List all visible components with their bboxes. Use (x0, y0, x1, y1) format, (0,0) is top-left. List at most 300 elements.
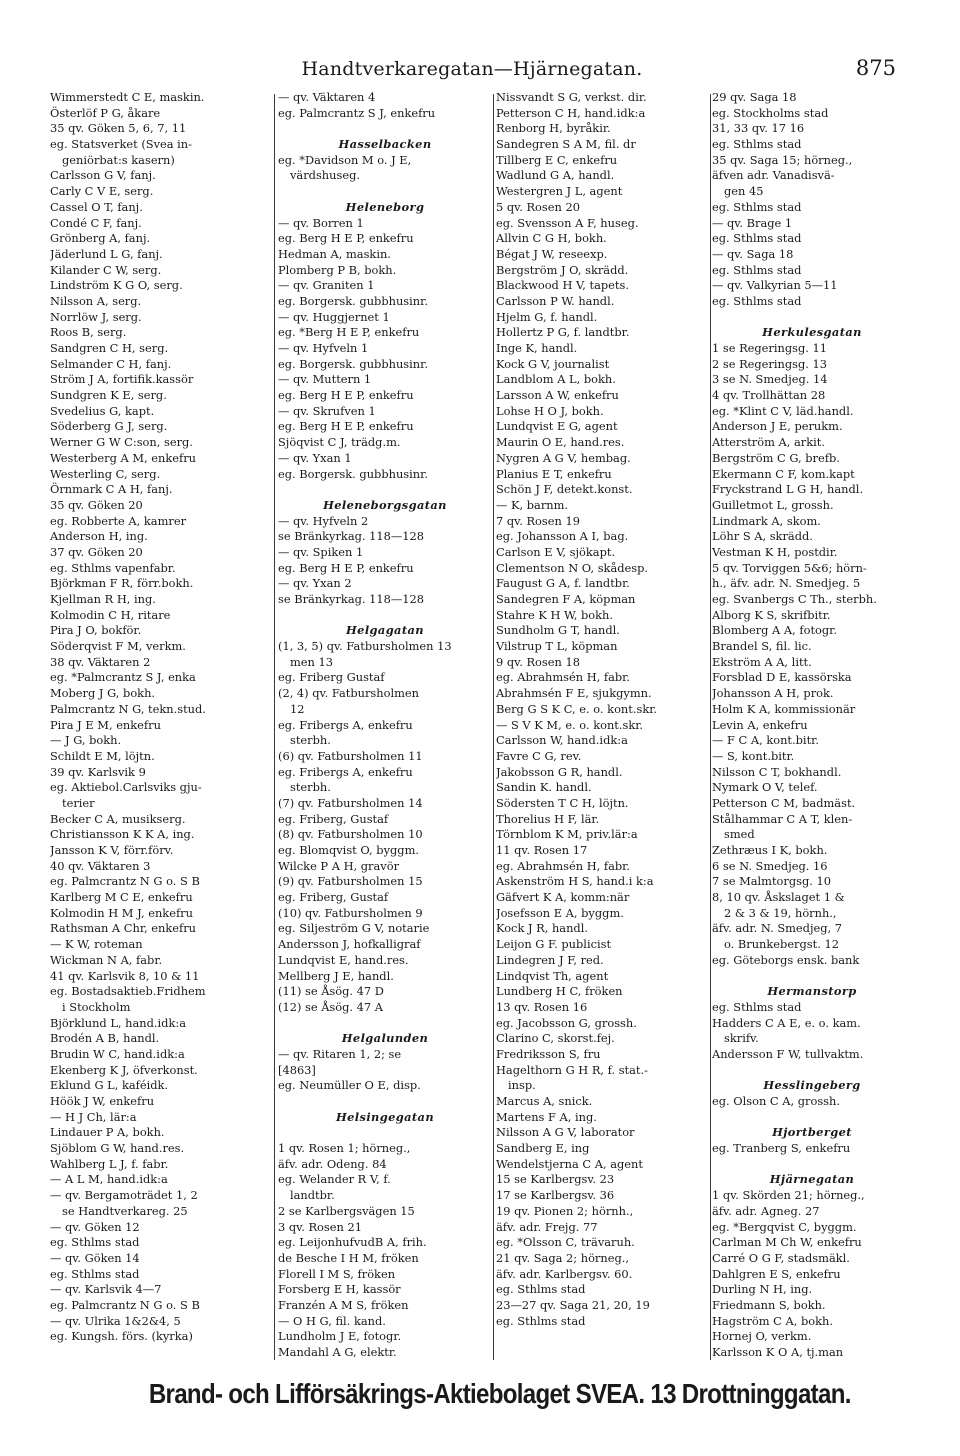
directory-entry: 5 qv. Torviggen 5&6; hörn- (712, 560, 867, 575)
directory-entry: eg. Fribergs A, enkefru (278, 764, 413, 779)
directory-entry: 2 se Karlbergsvägen 15 (278, 1203, 415, 1218)
directory-entry: Jansson K V, förr.förv. (50, 843, 174, 857)
directory-entry: — qv. Hyfveln 1 (278, 341, 369, 355)
advertisement-footer: Brand- och Lifförsäkrings-Aktiebolaget SVEA. 13 Drottninggatan. (148, 1378, 851, 1409)
directory-entry: Landblom A L, bokh. (496, 372, 616, 387)
directory-entry: äfv. adr. Karlbergsv. 60. (496, 1266, 633, 1281)
directory-entry: — J G, bokh. (50, 733, 122, 748)
directory-entry: 7 se Malmtorgsg. 10 (712, 874, 832, 889)
directory-entry: sterbh. (290, 733, 331, 748)
directory-entry: 3 se N. Smedjeg. 14 (712, 372, 828, 387)
directory-entry: Carlson E V, sjökapt. (496, 544, 616, 559)
column-3 (496, 90, 710, 1360)
directory-entry: — qv. Göken 12 (50, 1219, 140, 1234)
directory-entry: (11) se Åsög. 47 D (278, 984, 384, 999)
directory-entry: eg. Olson C A, grossh. (712, 1094, 840, 1108)
directory-entry: Rathsman A Chr, enkefru (50, 921, 196, 936)
directory-entry (278, 184, 492, 200)
directory-entry: Lindegren J F, red. (496, 952, 604, 967)
directory-entry: eg. *Berg H E P, enkefru (278, 325, 420, 340)
directory-entry: Franzén A M S, fröken (278, 1297, 409, 1312)
directory-entry: äfven adr. Vanadisvä- (712, 168, 835, 183)
directory-entry: Södersten T C H, löjtn. (496, 795, 629, 810)
directory-entry: — K, barnm. (496, 497, 569, 512)
directory-entry: i Stockholm (62, 999, 131, 1014)
directory-entry: Löhr S A, skrädd. (712, 529, 813, 544)
directory-entry: Mellberg J E, handl. (278, 968, 394, 983)
directory-entry: — qv. Brage 1 (712, 215, 793, 230)
directory-entry: Wilcke P A H, gravör (278, 858, 400, 873)
directory-entry: eg. Svensson A F, huseg. (496, 215, 639, 230)
directory-entry: Schildt E M, löjtn. (50, 748, 155, 763)
column-divider (710, 94, 711, 1360)
directory-entry: eg. Sthlms stad (50, 1235, 140, 1250)
directory-entry: Ström J A, fortifik.kassör (50, 372, 194, 387)
directory-entry: Condé C F, fanj. (50, 215, 142, 230)
directory-entry: Nissvandt S G, verkst. dir. (496, 90, 647, 104)
directory-entry: eg. Siljeström G V, notarie (278, 921, 430, 936)
directory-entry: — qv. Valkyrian 5—11 (712, 278, 838, 293)
directory-entry: Sandegren S A M, fil. dr (496, 137, 636, 152)
directory-entry: Clementson N O, skådesp. (496, 560, 649, 575)
directory-entry: — F C A, kont.bitr. (712, 733, 819, 748)
directory-entry: 1 qv. Skörden 21; hörneg., (712, 1188, 865, 1203)
column-divider (493, 94, 494, 1360)
directory-entry: — qv. Saga 18 (712, 246, 794, 261)
directory-entry: eg. Sthlms stad (712, 999, 802, 1014)
directory-entry: eg. Robberte A, kamrer (50, 513, 187, 528)
street-heading: Helgagatan (346, 623, 424, 638)
directory-entry: eg. Sthlms stad (712, 137, 802, 152)
street-heading: Hjortberget (772, 1125, 852, 1140)
directory-entry: Dahlgren E S, enkefru (712, 1266, 841, 1281)
directory-entry: — A L M, hand.idk:a (50, 1172, 168, 1187)
directory-entry: 39 qv. Karlsvik 9 (50, 764, 146, 779)
street-heading: Herkulesgatan (762, 325, 862, 340)
directory-entry: 3 qv. Rosen 21 (278, 1219, 362, 1234)
directory-entry: eg. Berg H E P, enkefru (278, 231, 414, 246)
directory-entry (712, 1157, 912, 1173)
directory-entry: Sandin K. handl. (496, 780, 592, 795)
column-4 (712, 90, 912, 1360)
directory-entry: — qv. Spiken 1 (278, 544, 364, 559)
directory-entry: eg. Abrahmsén H, fabr. (496, 858, 630, 873)
directory-entry: Guilletmot L, grossh. (712, 497, 834, 512)
directory-entry: Thorelius H F, lär. (496, 811, 600, 826)
directory-entry: — qv. Huggjernet 1 (278, 309, 390, 324)
directory-entry: Werner G W C:son, serg. (50, 435, 193, 450)
directory-entry: Kolmodin C H, ritare (50, 607, 171, 622)
directory-entry: de Besche I H M, fröken (278, 1250, 419, 1265)
directory-entry: Jäderlund L G, fanj. (50, 246, 163, 261)
directory-entry: eg. Fribergs A, enkefru (278, 717, 413, 732)
directory-entry: 1 qv. Rosen 1; hörneg., (278, 1141, 411, 1156)
directory-entry: äfv. adr. Frejg. 77 (496, 1219, 598, 1234)
directory-entry: Pira J E M, enkefru (50, 717, 161, 732)
directory-entry (712, 1110, 912, 1126)
directory-entry: Anderson H, ing. (50, 529, 148, 544)
directory-entry: eg. Aktiebol.Carlsviks gju- (50, 780, 202, 795)
directory-entry: 38 qv. Väktaren 2 (50, 654, 151, 669)
directory-entry: (10) qv. Fatbursholmen 9 (278, 905, 423, 920)
directory-entry: insp. (508, 1078, 536, 1093)
directory-entry: — qv. Graniten 1 (278, 278, 375, 293)
directory-entry: äfv. adr. N. Smedjeg, 7 (712, 921, 843, 936)
directory-entry: Hadders C A E, e. o. kam. (712, 1015, 861, 1030)
directory-entry: Marcus A, snick. (496, 1094, 593, 1108)
directory-entry: Faugust G A, f. landtbr. (496, 576, 630, 591)
directory-entry: 1 se Regeringsg. 11 (712, 341, 828, 355)
directory-entry: (2, 4) qv. Fatbursholmen (278, 686, 419, 701)
directory-entry: Kjellman R H, ing. (50, 592, 156, 606)
directory-entry: Christiansson K K A, ing. (50, 827, 195, 842)
directory-entry: Pira J O, bokför. (50, 623, 142, 638)
directory-entry: 35 qv. Göken 20 (50, 497, 143, 512)
directory-entry: (7) qv. Fatbursholmen 14 (278, 795, 423, 810)
directory-entry: eg. Svanbergs C Th., sterbh. (712, 592, 877, 606)
directory-columns (50, 90, 910, 1360)
directory-entry: eg. Sthlms stad (712, 293, 802, 308)
directory-entry: — qv. Väktaren 4 (278, 90, 376, 104)
directory-entry: Ekström A A, litt. (712, 654, 812, 669)
directory-entry: eg. *Davidson M o. J E, (278, 152, 412, 167)
directory-entry: Ekenberg K J, öfverkonst. (50, 1062, 198, 1077)
directory-entry: Petterson C H, hand.idk:a (496, 105, 646, 120)
directory-entry: Roos B, serg. (50, 325, 127, 340)
directory-entry: (12) se Åsög. 47 A (278, 999, 384, 1014)
directory-entry: Carlman M Ch W, enkefru (712, 1235, 862, 1250)
directory-entry: Palmcrantz N G, tekn.stud. (50, 701, 206, 716)
directory-entry: eg. Sthlms stad (50, 1266, 140, 1281)
directory-entry: Sandegren F A, köpman (496, 592, 636, 606)
directory-entry: Durling N H, ing. (712, 1282, 813, 1297)
directory-entry: Schön J F, detekt.konst. (496, 482, 633, 497)
directory-entry: Karlberg M C E, enkefru (50, 890, 193, 905)
directory-entry: eg. Johansson A I, bag. (496, 529, 629, 544)
directory-entry: — qv. Muttern 1 (278, 372, 372, 387)
directory-entry: Nymark O V, telef. (712, 780, 818, 795)
directory-entry: eg. *Bergqvist C, byggm. (712, 1219, 857, 1234)
directory-entry: (9) qv. Fatbursholmen 15 (278, 874, 423, 889)
directory-entry: Lundholm J E, fotogr. (278, 1329, 402, 1344)
directory-entry: eg. *Klint C V, läd.handl. (712, 403, 854, 418)
directory-entry: Levin A, enkefru (712, 717, 808, 732)
directory-entry: eg. Friberg, Gustaf (278, 811, 389, 826)
directory-entry: eg. Sthlms stad (712, 262, 802, 277)
directory-entry: Petterson C M, badmäst. (712, 795, 856, 810)
directory-entry: Lundqvist E G, agent (496, 419, 618, 434)
directory-entry: eg. Göteborgs ensk. bank (712, 952, 860, 967)
directory-entry: Andersson F W, tullvaktm. (712, 1046, 864, 1061)
directory-entry (712, 310, 912, 326)
directory-entry: Leijon G F. publicist (496, 937, 612, 952)
directory-entry: h., äfv. adr. N. Smedjeg. 5 (712, 576, 861, 591)
directory-entry: — qv. Yxan 1 (278, 450, 352, 465)
directory-entry: — qv. Karlsvik 4—7 (50, 1282, 162, 1297)
directory-entry: 4 qv. Trollhättan 28 (712, 388, 826, 403)
directory-entry: Grönberg A, fanj. (50, 231, 151, 246)
directory-entry: 7 qv. Rosen 19 (496, 513, 580, 528)
directory-entry: Lohse H O J, bokh. (496, 403, 604, 418)
directory-entry: Fredriksson S, fru (496, 1046, 601, 1061)
directory-entry: Nilsson C T, bokhandl. (712, 764, 842, 779)
directory-entry: Wahlberg L J, f. fabr. (50, 1156, 169, 1171)
directory-entry: Sjöqvist C J, trädg.m. (278, 435, 401, 450)
directory-entry: (8) qv. Fatbursholmen 10 (278, 827, 423, 842)
directory-entry: Sandgren C H, serg. (50, 341, 169, 355)
directory-entry: eg. Sthlms stad (496, 1313, 586, 1328)
directory-entry: Sundholm G T, handl. (496, 623, 620, 638)
directory-entry: eg. Friberg Gustaf (278, 670, 385, 685)
directory-entry: Westergren J L, agent (496, 184, 623, 199)
directory-entry: eg. *Olsson C, trävaruh. (496, 1235, 635, 1250)
directory-entry: Blomberg A A, fotogr. (712, 623, 837, 638)
directory-entry: Florell I M S, fröken (278, 1266, 396, 1281)
directory-entry: 40 qv. Väktaren 3 (50, 858, 151, 873)
directory-entry: eg. Tranberg S, enkefru (712, 1141, 851, 1156)
directory-entry: Carlsson G V, fanj. (50, 168, 156, 183)
directory-entry: Bergström J O, skrädd. (496, 262, 629, 277)
directory-entry: eg. *Palmcrantz S J, enka (50, 670, 196, 685)
directory-entry: Lundqvist E, hand.res. (278, 952, 409, 967)
directory-entry: 23—27 qv. Saga 21, 20, 19 (496, 1297, 650, 1312)
directory-entry: Stålhammar C A T, klen- (712, 811, 853, 826)
directory-entry: Hedman A, maskin. (278, 246, 391, 261)
running-title: Handtverkaregatan—Hjärnegatan. (301, 58, 643, 80)
directory-entry: 5 qv. Rosen 20 (496, 199, 580, 214)
directory-entry: Lindqvist Th, agent (496, 968, 609, 983)
directory-entry: gen 45 (724, 184, 764, 199)
directory-entry: Anderson J E, perukm. (712, 419, 843, 434)
directory-entry (278, 1094, 492, 1110)
directory-entry: Allvin C G H, bokh. (496, 231, 607, 246)
directory-entry: Hagström C A, bokh. (712, 1313, 833, 1328)
directory-entry: Bégat J W, reseexp. (496, 246, 608, 261)
directory-entry: Mandahl A G, elektr. (278, 1345, 397, 1359)
directory-entry: 37 qv. Göken 20 (50, 544, 143, 559)
directory-entry: Brandel S, fil. lic. (712, 639, 812, 654)
directory-entry: 2 se Regeringsg. 13 (712, 356, 828, 371)
directory-entry: Martens F A, ing. (496, 1109, 597, 1124)
directory-entry: Selmander C H, fanj. (50, 356, 172, 371)
directory-entry: eg. Palmcrantz N G o. S B (50, 1297, 200, 1312)
directory-entry: Lundberg H C, fröken (496, 984, 623, 999)
directory-entry: (1, 3, 5) qv. Fatbursholmen 13 (278, 639, 452, 654)
directory-entry: Wimmerstedt C E, maskin. (50, 90, 205, 104)
directory-entry: eg. Sthlms stad (712, 231, 802, 246)
directory-entry: — qv. Ulrika 1&2&4, 5 (50, 1313, 181, 1328)
directory-entry: Westerling C, serg. (50, 466, 161, 481)
directory-entry: Österlöf P G, åkare (50, 105, 161, 120)
directory-entry: Wadlund G A, handl. (496, 168, 615, 183)
directory-entry: eg. Palmcrantz S J, enkefru (278, 105, 436, 120)
directory-entry: Forsberg E H, kassör (278, 1282, 401, 1297)
directory-entry: eg. Friberg, Gustaf (278, 890, 389, 905)
page-number: 875 (855, 56, 896, 80)
directory-entry: Carlsson W, hand.idk:a (496, 733, 628, 748)
directory-entry: o. Brunkebergst. 12 (724, 937, 839, 952)
directory-entry: Brodén A B, handl. (50, 1031, 160, 1046)
directory-entry: Blackwood H V, tapets. (496, 278, 629, 293)
directory-entry: Johansson A H, prok. (712, 686, 834, 701)
directory-entry: äfv. adr. Odeng. 84 (278, 1156, 387, 1171)
directory-entry: 29 qv. Saga 18 (712, 90, 797, 104)
directory-entry: eg. Borgersk. gubbhusinr. (278, 466, 428, 481)
directory-entry: — S V K M, e. o. kont.skr. (496, 717, 644, 732)
directory-entry: 12 (290, 701, 305, 716)
directory-entry: — qv. Borren 1 (278, 215, 364, 230)
directory-entry: 15 se Karlbergsv. 23 (496, 1172, 615, 1187)
directory-entry: — qv. Hyfveln 2 (278, 513, 369, 528)
directory-entry: se Bränkyrkag. 118—128 (278, 529, 425, 544)
street-heading: Heleneborg (345, 199, 425, 214)
directory-entry: Hjelm G, f. handl. (496, 309, 598, 324)
directory-entry: Westerberg A M, enkefru (50, 450, 196, 465)
directory-entry: eg. Bostadsaktieb.Fridhem (50, 984, 206, 999)
directory-entry: Söderqvist F M, verkm. (50, 639, 186, 654)
directory-entry: eg. Blomqvist O, byggm. (278, 843, 420, 857)
directory-entry: terier (62, 795, 95, 810)
directory-entry: Kolmodin H M J, enkefru (50, 905, 193, 920)
directory-entry: eg. Borgersk. gubbhusinr. (278, 293, 428, 308)
directory-entry: 13 qv. Rosen 16 (496, 999, 588, 1014)
directory-entry: Fryckstrand L G H, handl. (712, 482, 864, 497)
directory-entry: Moberg J G, bokh. (50, 686, 156, 701)
directory-entry: landtbr. (290, 1188, 335, 1203)
directory-entry: äfv. adr. Agneg. 27 (712, 1203, 820, 1218)
directory-entry: — K W, roteman (50, 937, 143, 952)
directory-entry: Hornej O, verkm. (712, 1329, 812, 1344)
directory-entry: eg. LeijonhufvudB A, frih. (278, 1235, 427, 1250)
directory-entry: eg. Abrahmsén H, fabr. (496, 670, 630, 685)
directory-entry: se Handtverkareg. 25 (62, 1203, 188, 1218)
directory-entry: Örnmark C A H, fanj. (50, 482, 173, 497)
directory-entry: Favre C G, rev. (496, 748, 582, 763)
directory-entry: eg. Berg H E P, enkefru (278, 388, 414, 403)
directory-entry: Björklund L, hand.idk:a (50, 1015, 186, 1030)
directory-entry (712, 969, 912, 985)
street-heading: Hjärnegatan (769, 1172, 855, 1187)
directory-entry: Lindauer P A, bokh. (50, 1125, 165, 1140)
directory-entry: Nilsson A, serg. (50, 293, 142, 308)
directory-entry (712, 1063, 912, 1079)
directory-entry: Tillberg E C, enkefru (496, 152, 618, 167)
directory-entry: Carré O G F, stadsmäkl. (712, 1250, 850, 1265)
directory-entry: eg. Neumüller O E, disp. (278, 1078, 421, 1093)
directory-entry: 31, 33 qv. 17 16 (712, 121, 805, 136)
directory-entry: Josefsson E A, byggm. (496, 905, 624, 920)
directory-entry: Norrlöw J, serg. (50, 309, 142, 324)
directory-entry: — O H G, fil. kand. (278, 1313, 386, 1328)
directory-entry: Askenström H S, hand.i k:a (496, 874, 654, 889)
directory-entry: eg. Stockholms stad (712, 105, 829, 120)
directory-entry (278, 121, 492, 137)
directory-entry: eg. Kungsh. förs. (kyrka) (50, 1329, 193, 1344)
directory-entry: Sandberg E, ing (496, 1141, 590, 1156)
directory-entry: eg. Berg H E P, enkefru (278, 560, 414, 575)
directory-entry: Plomberg P B, bokh. (278, 262, 397, 277)
directory-entry: Hagelthorn G H R, f. stat.- (496, 1062, 648, 1077)
street-heading: Hesslingeberg (763, 1078, 861, 1093)
directory-entry: eg. Welander R V, f. (278, 1172, 391, 1187)
directory-entry: Zethræus I K, bokh. (712, 843, 828, 857)
directory-entry: eg. Borgersk. gubbhusinr. (278, 356, 428, 371)
directory-entry: 6 se N. Smedjeg. 16 (712, 858, 828, 873)
directory-entry: 35 qv. Saga 15; hörneg., (712, 152, 853, 167)
directory-entry: se Bränkyrkag. 118—128 (278, 592, 425, 606)
directory-entry: eg. Sthlms stad (712, 199, 802, 214)
directory-entry: 17 se Karlbergsv. 36 (496, 1188, 615, 1203)
directory-entry: Vilstrup T L, köpman (496, 639, 618, 654)
directory-entry: värdshuseg. (290, 168, 360, 183)
directory-entry: 8, 10 qv. Åskslaget 1 & (712, 890, 845, 905)
directory-entry: Jakobsson G R, handl. (496, 764, 623, 779)
directory-entry: 41 qv. Karlsvik 8, 10 & 11 (50, 968, 200, 983)
directory-entry: Wendelstjerna C A, agent (496, 1156, 643, 1171)
directory-entry: 9 qv. Rosen 18 (496, 654, 580, 669)
directory-entry: Carly C V E, serg. (50, 184, 154, 199)
directory-entry (278, 1125, 492, 1141)
directory-entry: Andersson J, hofkalligraf (278, 937, 421, 952)
directory-entry: — S, kont.bitr. (712, 748, 795, 763)
directory-entry: Kock G V, journalist (496, 356, 610, 371)
directory-entry: men 13 (290, 654, 333, 669)
directory-entry: Lindmark A, skom. (712, 513, 821, 528)
directory-entry: eg. Berg H E P, enkefru (278, 419, 414, 434)
directory-entry: — H J Ch, lär:a (50, 1109, 137, 1124)
directory-entry: Ekermann C F, kom.kapt (712, 466, 855, 481)
directory-entry: Renborg H, byråkir. (496, 121, 611, 136)
directory-entry: 2 & 3 & 19, hörnh., (724, 905, 837, 920)
directory-entry: 11 qv. Rosen 17 (496, 843, 588, 857)
street-heading: Heleneborgsgatan (323, 497, 447, 512)
directory-entry: Wickman N A, fabr. (50, 952, 163, 967)
directory-entry: Törnblom K M, priv.lär:a (496, 827, 638, 842)
directory-entry: Söderberg G J, serg. (50, 419, 168, 434)
directory-entry: Friedmann S, bokh. (712, 1297, 826, 1312)
directory-entry: sterbh. (290, 780, 331, 795)
directory-entry: [4863] (278, 1062, 316, 1077)
directory-entry: (6) qv. Fatbursholmen 11 (278, 748, 423, 763)
directory-entry: Nilsson A G V, laborator (496, 1125, 635, 1140)
column-divider (274, 94, 275, 1360)
directory-entry: — qv. Göken 14 (50, 1250, 140, 1265)
directory-entry: Hollertz P G, f. landtbr. (496, 325, 630, 340)
directory-entry (278, 482, 492, 498)
directory-entry: eg. Jacobsson G, grossh. (496, 1015, 637, 1030)
directory-entry: Holm K A, kommissionär (712, 701, 856, 716)
directory-entry: Svedelius G, kapt. (50, 403, 155, 418)
directory-entry: geniörbat:s kasern) (62, 152, 175, 167)
column-2 (278, 90, 492, 1360)
directory-entry: Larsson A W, enkefru (496, 388, 619, 403)
directory-entry: 35 qv. Göken 5, 6, 7, 11 (50, 121, 187, 136)
directory-entry: Bergström C G, brefb. (712, 450, 840, 465)
directory-entry: Vestman K H, postdir. (712, 544, 838, 559)
page-header (52, 56, 896, 86)
street-heading: Hermanstorp (767, 984, 857, 999)
column-1 (50, 90, 272, 1360)
directory-entry: Forsblad D E, kassörska (712, 670, 852, 685)
directory-entry: Cassel O T, fanj. (50, 199, 143, 214)
directory-entry: smed (724, 827, 755, 842)
directory-entry: Planius E T, enkefru (496, 466, 612, 481)
directory-entry: — qv. Ritaren 1, 2; se (278, 1046, 402, 1061)
directory-entry: Sjöblom G W, hand.res. (50, 1141, 185, 1156)
directory-entry: Inge K, handl. (496, 341, 578, 355)
directory-entry: Eklund G L, kaféidk. (50, 1078, 169, 1093)
directory-entry (278, 1016, 492, 1032)
